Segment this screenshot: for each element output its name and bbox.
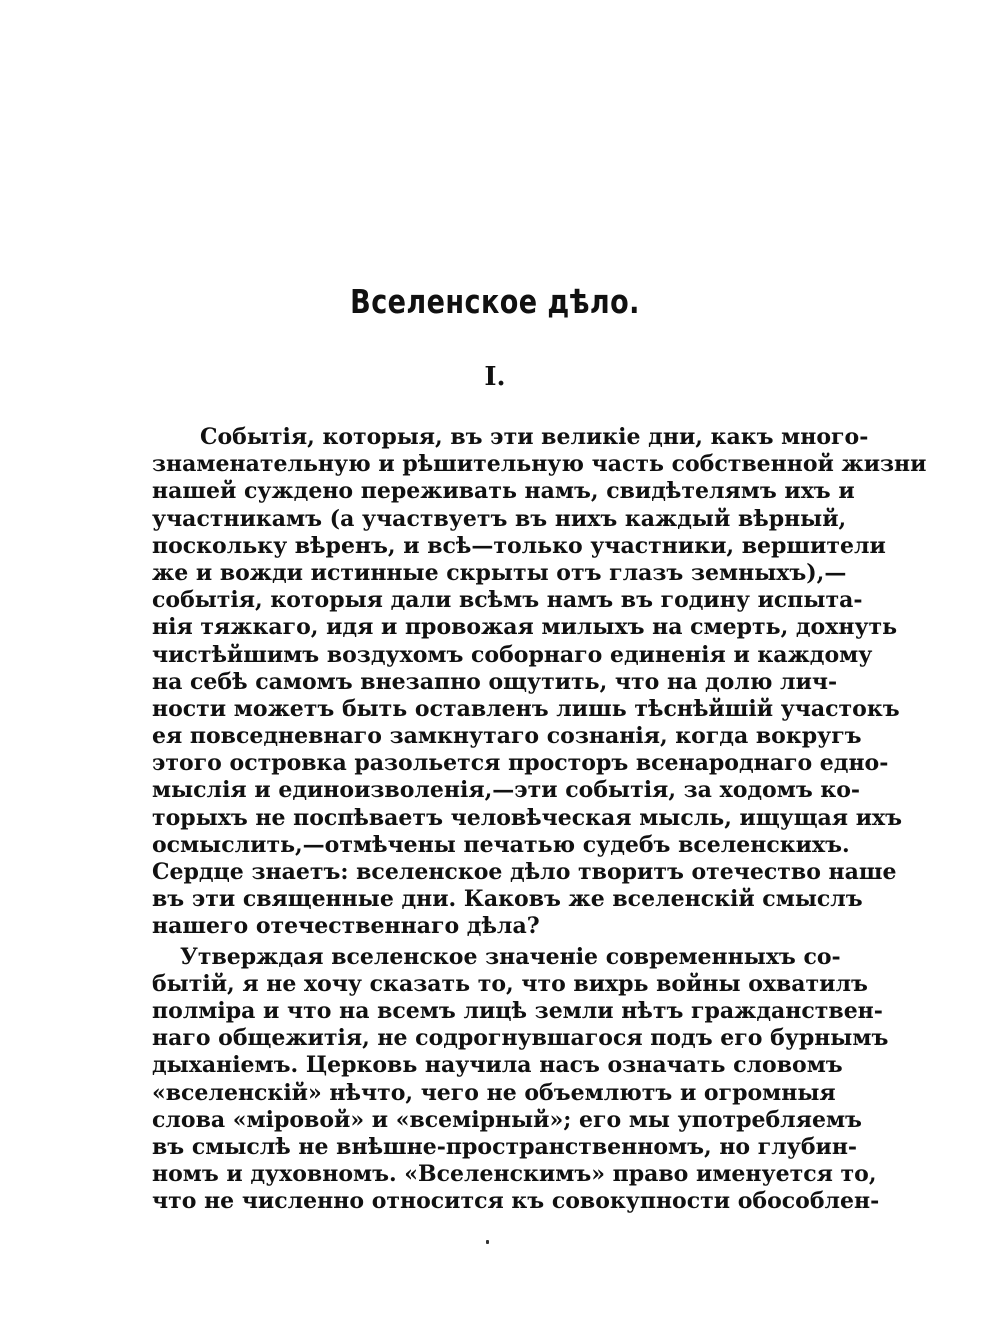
text-line: чистѣйшимъ воздухомъ соборнаго единенія и каждому	[152, 641, 873, 668]
text-line: событія, которыя дали всѣмъ намъ въ годину испыта-	[152, 587, 863, 614]
text-line: поскольку вѣренъ, и всѣ—только участники, вершители	[152, 532, 886, 559]
text-line: въ эти священные дни. Каковъ же вселенскій смыслъ	[152, 886, 863, 913]
text-line: слова «міровой» и «всемірный»; его мы употребляемъ	[152, 1106, 862, 1133]
text-line: осмыслить,—отмѣчены печатью судебъ вселенскихъ.	[152, 831, 850, 858]
text-line: нія тяжкаго, идя и провожая милыхъ на смерть, дохнуть	[152, 614, 898, 641]
text-line: этого островка разольется просторъ всенароднаго едно-	[152, 750, 889, 777]
text-line: Утверждая вселенское значеніе современныхъ со-	[180, 943, 841, 970]
text-line: бытій, я не хочу сказать то, что вихрь войны охватилъ	[152, 970, 868, 997]
chapter-number: I.	[484, 362, 506, 392]
text-line: въ смыслѣ не внѣшне-пространственномъ, но глубин-	[152, 1133, 858, 1160]
text-line: нашего отечественнаго дѣла?	[152, 913, 540, 940]
text-line: нашей суждено переживать намъ, свидѣтелямъ ихъ и	[152, 478, 855, 505]
text-line: наго общежитія, не содрогнувшагося подъ его бурнымъ	[152, 1025, 889, 1052]
text-line: дыханіемъ. Церковь научила насъ означать словомъ	[152, 1052, 843, 1079]
page-title: Вселенское дѣло.	[350, 282, 640, 321]
text-line: что не численно относится къ совокупности обособлен-	[152, 1188, 880, 1215]
text-line: участникамъ (а участвуетъ въ нихъ каждый вѣрный,	[152, 505, 847, 532]
text-line: Событія, которыя, въ эти великіе дни, какъ много-	[200, 424, 869, 450]
text-line: ности можетъ быть оставленъ лишь тѣснѣйшій участокъ	[152, 695, 900, 722]
body-text	[152, 424, 927, 1215]
ink-speck	[486, 1240, 489, 1244]
text-line: же и вожди истинные скрыты отъ глазъ земныхъ),—	[152, 559, 847, 586]
text-line: «вселенскій» нѣчто, чего не объемлютъ и огромныя	[152, 1079, 836, 1106]
text-line: мыслія и единоизволенія,—эти событія, за ходомъ ко-	[152, 777, 861, 804]
text-line: ея повседневнаго замкнутаго сознанія, когда вокругъ	[152, 723, 862, 750]
text-line: полміра и что на всемъ лицѣ земли нѣтъ гражданствен-	[152, 997, 883, 1024]
text-line: номъ и духовномъ. «Вселенскимъ» право именуется то,	[152, 1161, 877, 1188]
text-line: на себѣ самомъ внезапно ощутить, что на долю лич-	[152, 668, 838, 695]
text-line: знаменательную и рѣшительную часть собственной жизни	[152, 451, 927, 478]
text-line: торыхъ не поспѣваетъ человѣческая мысль, ищущая ихъ	[152, 804, 902, 831]
text-line: Сердце знаетъ: вселенское дѣло творитъ отечество наше	[152, 859, 897, 885]
